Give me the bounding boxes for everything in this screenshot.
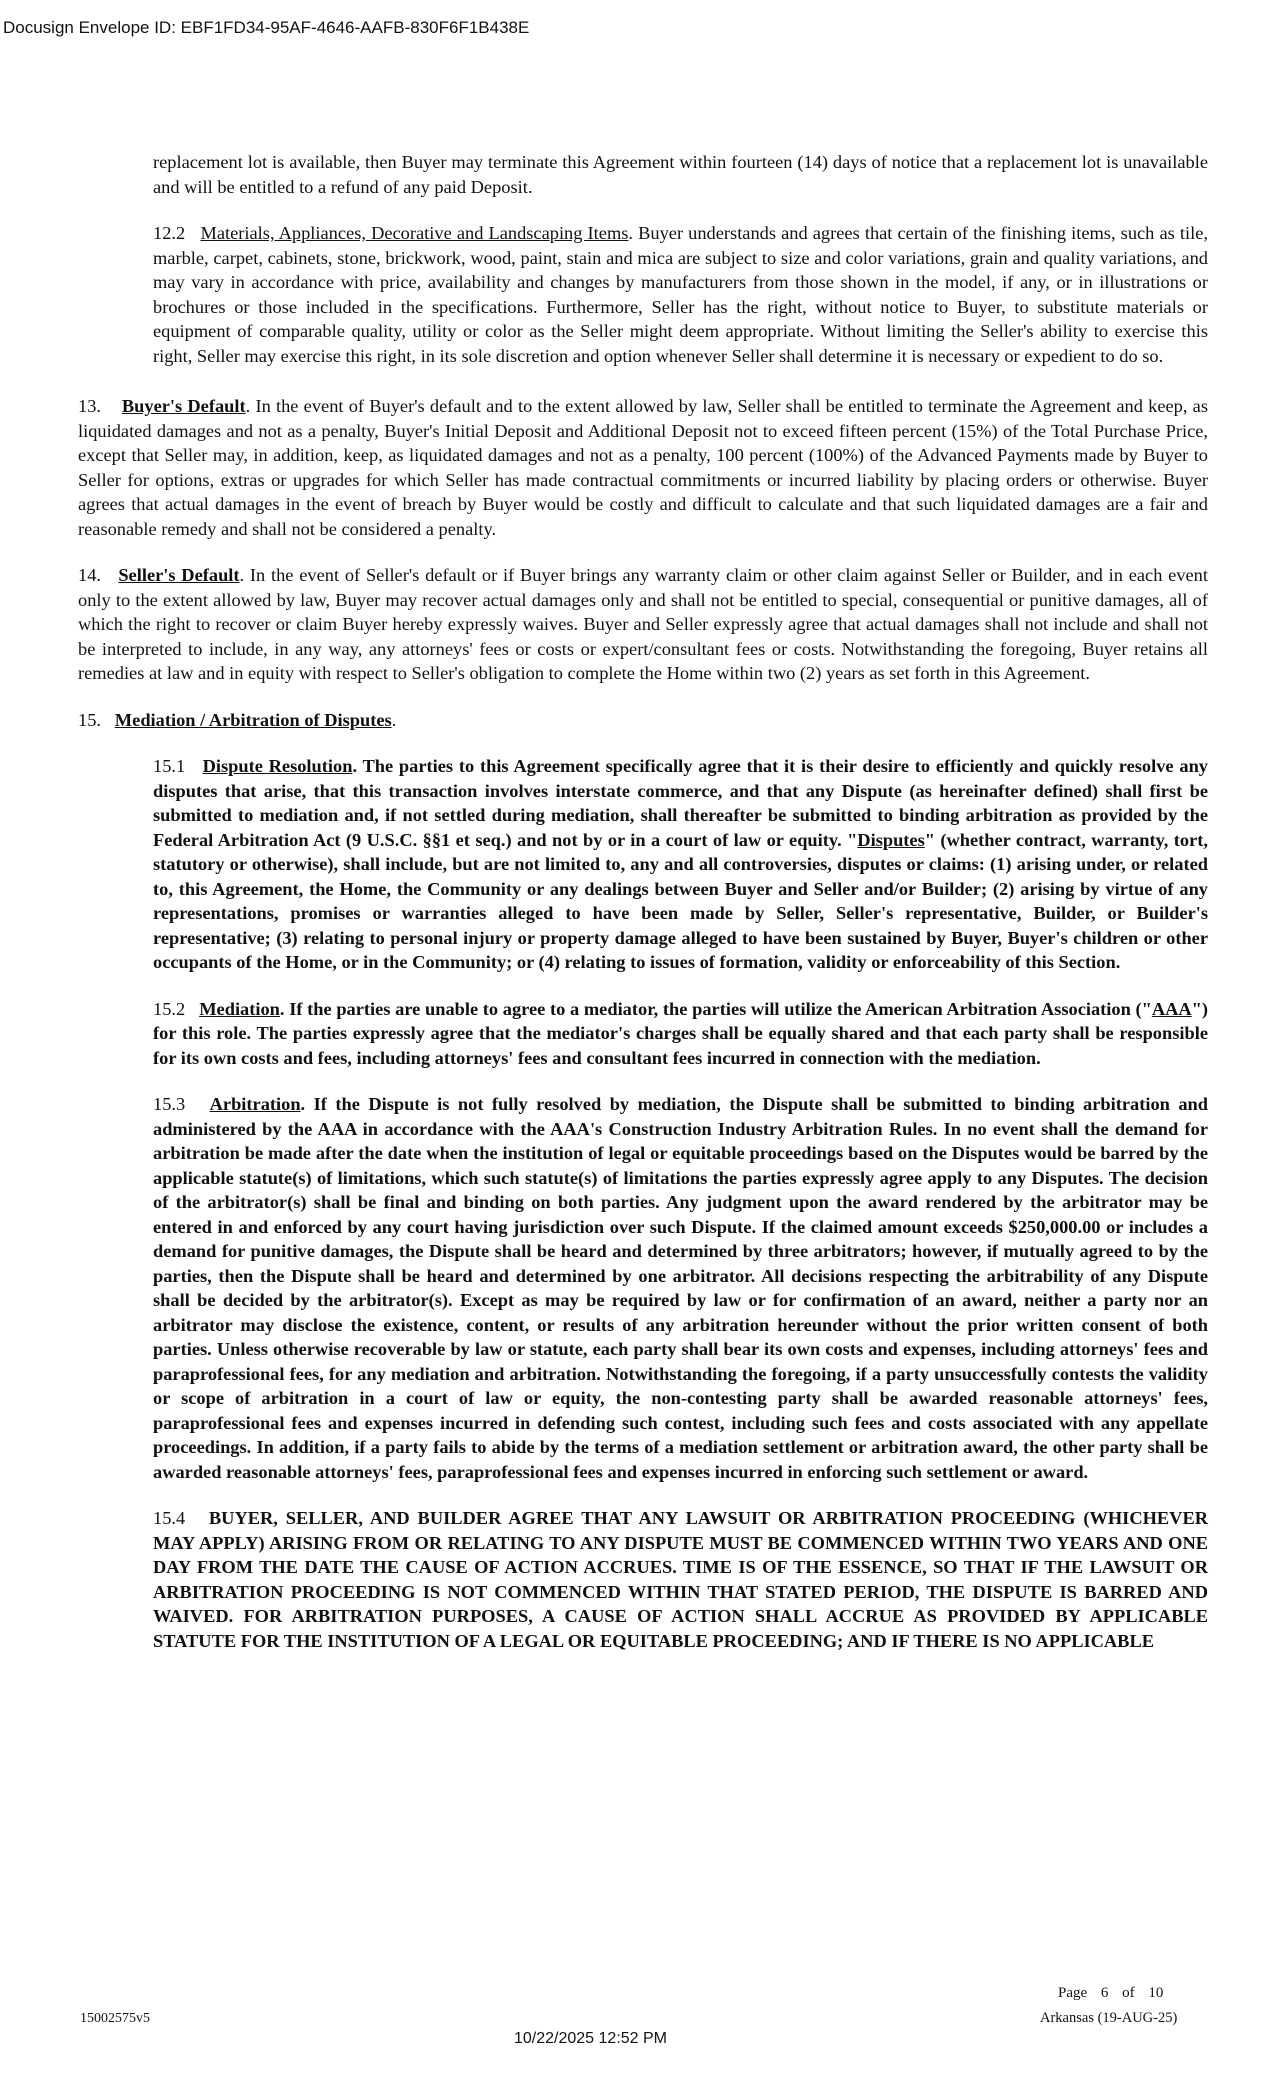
section-13: [78, 394, 1208, 541]
section-13-number: 13.: [78, 396, 101, 416]
section-15-heading: [78, 708, 1208, 733]
section-12-continuation: replacement lot is available, then Buyer may terminate this Agreement within fourteen (14) days of notice that a replacement lot is unavailable and will be entitled to a refund of any paid Deposit.: [153, 152, 1208, 197]
section-15-4: [153, 1506, 1208, 1653]
section-12-2-title: Materials, Appliances, Decorative and Landscaping Items: [200, 223, 629, 243]
envelope-id: Docusign Envelope ID: EBF1FD34-95AF-4646-AAFB-830F6F1B438E: [3, 18, 530, 37]
section-14: [78, 563, 1208, 686]
section-15-1-title: Dispute Resolution: [202, 756, 353, 776]
section-14-body: . In the event of Seller's default or if Buyer brings any warranty claim or other claim against Seller or Builder, and in each event only to the extent allowed by law, Buyer may recover actual damages only and shall not be entitled to special, consequential or punitive damages, all of which the right to recover or claim Buyer hereby expressly waives. Buyer and Seller expressly agree that actual damages shall not include and shall not be interpreted to include, in any way, any attorneys' fees or costs or expert/consultant fees or costs. Notwithstanding the foregoing, Buyer retains all remedies at law and in equity with respect to Seller's obligation to complete the Home within two (2) years as set forth in this Agreement.: [78, 565, 1208, 683]
section-12-2-number: 12.2: [153, 223, 186, 243]
section-15-period: .: [391, 709, 397, 730]
section-15-3-body: . If the Dispute is not fully resolved by mediation, the Dispute shall be submitted to binding arbitration and administered by the AAA in accordance with the AAA's Construction Industry Arbitration Rules. In no event shall the demand for arbitration be made after the date when the institution of legal or equitable proceedings based on the Disputes would be barred by the applicable statute(s) of limitations, which such statute(s) of limitations the parties expressly agree apply to any Disputes. The decision of the arbitrator(s) shall be final and binding on both parties. Any judgment upon the award rendered by the arbitrator may be entered in and enforced by any court having jurisdiction over such Dispute. If the claimed amount exceeds $250,000.00 or includes a demand for punitive damages, the Dispute shall be heard and determined by three arbitrators; however, if mutually agreed to by the parties, then the Dispute shall be heard and determined by one arbitrator. All decisions respecting the arbitrability of any Dispute shall be decided by the arbitrator(s). Except as may be required by law or for confirmation of an award, neither a party nor an arbitrator may disclose the existence, content, or results of any arbitration hereunder without the prior written consent of both parties. Unless otherwise recoverable by law or statute, each party shall bear its own costs and expenses, including attorneys' fees and paraprofessional fees, for any mediation and arbitration. Notwithstanding the foregoing, if a party unsuccessfully contests the validity or scope of arbitration in a court of law or equity, the non-contesting party shall be awarded reasonable attorneys' fees, paraprofessional fees and expenses incurred in defending such contest, including such fees and costs associated with any appellate proceedings. In addition, if a party fails to abide by the terms of a mediation settlement or arbitration award, the other party shall be awarded reasonable attorneys' fees, paraprofessional fees and expenses incurred in enforcing such settlement or award.: [153, 1094, 1208, 1482]
section-14-title: Seller's Default: [118, 565, 240, 585]
page-indicator: [1058, 1985, 1163, 2002]
section-15-1: [153, 754, 1208, 975]
section-14-number: 14.: [78, 565, 101, 585]
section-15-1-term: Disputes: [857, 829, 925, 850]
signature-timestamp: 10/22/2025 12:52 PM: [514, 2030, 668, 2047]
section-15-2: [153, 997, 1208, 1071]
section-15-1-body-b: " (whether contract, warranty, tort, statutory or otherwise), shall include, but are not limited to, any and all controversies, disputes or claims: (1) arising under, or related to, this Agreement, the Home, the Community or any dealings between Buyer and Seller and/or Builder; (2) arising by virtue of any representations, promises or warranties alleged to have been made by Seller, Seller's representative, Builder, or Builder's representative; (3) relating to personal injury or property damage alleged to have been sustained by Buyer, Buyer's children or other occupants of the Home, or in the Community; or (4) relating to issues of formation, validity or enforceability of this Section.: [153, 829, 1209, 972]
section-15-4-number: 15.4: [153, 1508, 186, 1528]
section-15-3-title: Arbitration: [209, 1094, 301, 1114]
section-15-4-body: BUYER, SELLER, AND BUILDER AGREE THAT ANY LAWSUIT OR ARBITRATION PROCEEDING (WHICHEVER MAY APPLY) ARISING FROM OR RELATING TO ANY DISPUTE MUST BE COMMENCED WITHIN TWO YEARS AND ONE DAY FROM THE DATE THE CAUSE OF ACTION ACCRUES. TIME IS OF THE ESSENCE, SO THAT IF THE LAWSUIT OR ARBITRATION PROCEEDING IS NOT COMMENCED WITHIN THAT STATED PERIOD, THE DISPUTE IS BARRED AND WAIVED. FOR ARBITRATION PURPOSES, A CAUSE OF ACTION SHALL ACCRUE AS PROVIDED BY APPLICABLE STATUTE FOR THE INSTITUTION OF A LEGAL OR EQUITABLE PROCEEDING; AND IF THERE IS NO APPLICABLE: [153, 1508, 1209, 1651]
section-15-2-term: AAA: [1151, 998, 1192, 1019]
document-code: 15002575v5: [80, 2011, 150, 2026]
section-15-1-body-a: . The parties to this Agreement specifically agree that it is their desire to efficiently and quickly resolve any disputes that arise, that this transaction involves interstate commerce, and that any Dispute (as hereinafter defined) shall first be submitted to mediation and, if not settled during mediation, shall thereafter be submitted to binding arbitration as provided by the Federal Arbitration Act (9 U.S.C. §§1 et seq.) and not by or in a court of law or equity. ": [153, 756, 1208, 850]
document-body: [78, 150, 1208, 1653]
section-15-2-body-b: ") for this role. The parties expressly agree that the mediator's charges shall be equally shared and that each party shall be responsible for its own costs and fees, including attorneys' fees and consultant fees incurred in connection with the mediation.: [153, 998, 1209, 1068]
page-number: 6: [1100, 1985, 1109, 2001]
state-version: Arkansas (19-AUG-25): [1040, 2010, 1178, 2026]
section-12-2: [153, 221, 1208, 368]
section-15-1-number: 15.1: [153, 756, 186, 776]
section-15-3-number: 15.3: [153, 1094, 186, 1114]
section-15-2-body-a: . If the parties are unable to agree to a mediator, the parties will utilize the American Arbitration Association (": [279, 998, 1152, 1019]
page-total: 10: [1148, 1985, 1164, 2001]
section-15-title: Mediation / Arbitration of Disputes: [114, 709, 392, 730]
section-15-number: 15.: [78, 709, 101, 730]
section-12-2-body: . Buyer understands and agrees that certain of the finishing items, such as tile, marble, carpet, cabinets, stone, brickwork, wood, paint, stain and mica are subject to size and color variations, grain and quality variations, and may vary in accordance with price, availability and changes by manufacturers from those shown in the model, if any, or in illustrations or brochures or those included in the specifications. Furthermore, Seller has the right, without notice to Buyer, to substitute materials or equipment of comparable quality, utility or color as the Seller might deem appropriate. Without limiting the Seller's ability to exercise this right, Seller may exercise this right, in its sole discretion and option whenever Seller shall determine it is necessary or expedient to do so.: [153, 223, 1208, 366]
section-13-body: . In the event of Buyer's default and to the extent allowed by law, Seller shall be entitled to terminate the Agreement and keep, as liquidated damages and not as a penalty, Buyer's Initial Deposit and Additional Deposit not to exceed fifteen percent (15%) of the Total Purchase Price, except that Seller may, in addition, keep, as liquidated damages and not as a penalty, 100 percent (100%) of the Advanced Payments made by Buyer to Seller for options, extras or upgrades for which Seller has made contractual commitments or incurred liability by placing orders or otherwise. Buyer agrees that actual damages in the event of breach by Buyer would be costly and difficult to calculate and that such liquidated damages are a fair and reasonable remedy and shall not be considered a penalty.: [78, 396, 1208, 539]
section-15-3: [153, 1092, 1208, 1484]
section-15-2-number: 15.2: [153, 998, 186, 1019]
page-label: Page: [1058, 1985, 1088, 2001]
section-15-2-title: Mediation: [199, 998, 280, 1019]
page-of-label: of: [1122, 1985, 1135, 2001]
section-13-title: Buyer's Default: [121, 396, 246, 416]
